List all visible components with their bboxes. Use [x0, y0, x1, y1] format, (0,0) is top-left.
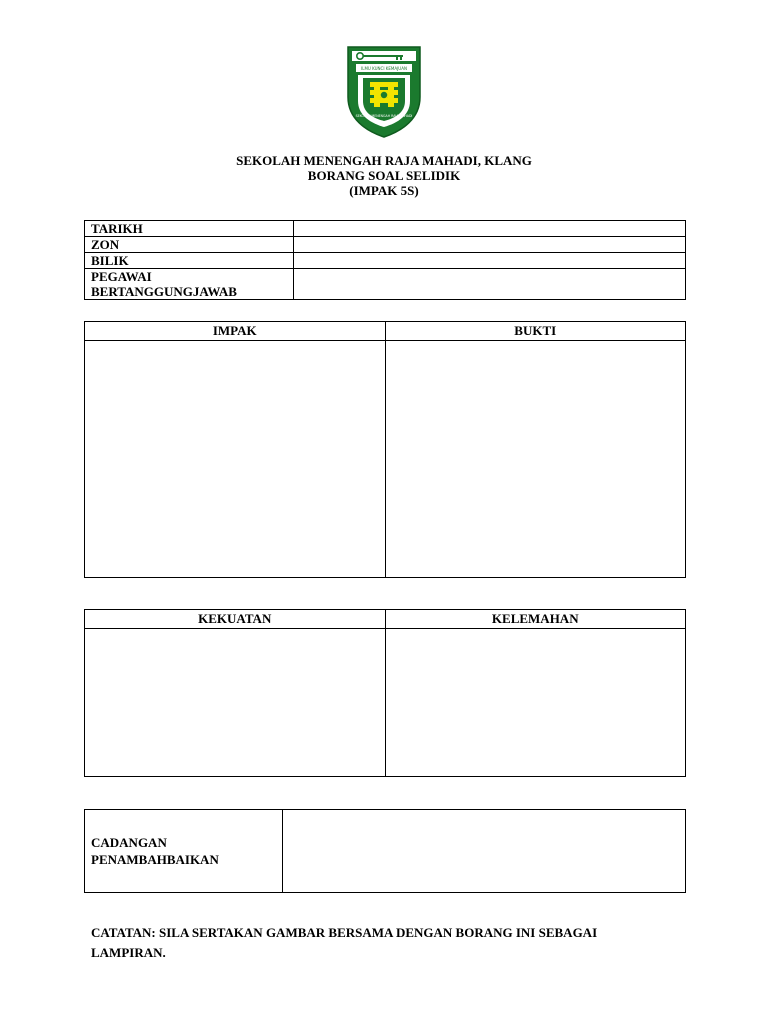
strength-header: KEKUATAN	[85, 610, 386, 629]
suggestion-label-line1: CADANGAN	[91, 835, 167, 850]
weakness-field[interactable]	[385, 629, 686, 777]
officer-field[interactable]	[294, 269, 686, 300]
table-row	[85, 221, 686, 237]
officer-label-line2: BERTANGGUNGJAWAB	[91, 284, 237, 299]
table-row	[85, 269, 686, 300]
form-title: BORANG SOAL SELIDIK	[307, 168, 461, 183]
officer-label	[85, 269, 294, 300]
zone-field[interactable]	[294, 237, 686, 253]
school-crest-icon	[346, 45, 422, 139]
table-header-row	[85, 610, 686, 629]
weakness-header: KELEMAHAN	[385, 610, 686, 629]
table-header-row	[85, 322, 686, 341]
school-name: SEKOLAH MENENGAH RAJA MAHADI, KLANG	[236, 153, 532, 168]
suggestion-table	[84, 809, 686, 893]
table-row	[85, 253, 686, 269]
strength-weakness-table	[84, 609, 686, 777]
info-table	[84, 220, 686, 300]
date-label: TARIKH	[85, 221, 294, 237]
motto-text: ILMU KUNCI KEMAJUAN	[361, 66, 407, 71]
table-row	[85, 237, 686, 253]
strength-field[interactable]	[85, 629, 386, 777]
officer-label-line1: PEGAWAI	[91, 269, 152, 284]
note-line2: LAMPIRAN.	[91, 945, 166, 960]
form-subtitle: (IMPAK 5S)	[349, 183, 419, 198]
form-header	[0, 153, 768, 198]
table-row	[85, 629, 686, 777]
room-field[interactable]	[294, 253, 686, 269]
suggestion-label	[85, 810, 283, 893]
suggestion-field[interactable]	[283, 810, 686, 893]
evidence-field[interactable]	[385, 341, 686, 578]
suggestion-label-line2: PENAMBAHBAIKAN	[91, 852, 219, 867]
evidence-header: BUKTI	[385, 322, 686, 341]
impact-field[interactable]	[85, 341, 386, 578]
table-row	[85, 810, 686, 893]
crest-ring-text: SEKOLAH MENENGAH RAJA MAHADI	[355, 114, 413, 118]
zone-label: ZON	[85, 237, 294, 253]
impact-header: IMPAK	[85, 322, 386, 341]
date-field[interactable]	[294, 221, 686, 237]
impact-table	[84, 321, 686, 578]
note	[91, 923, 691, 963]
room-label: BILIK	[85, 253, 294, 269]
note-line1: CATATAN: SILA SERTAKAN GAMBAR BERSAMA DENGAN BORANG INI SEBAGAI	[91, 925, 598, 940]
table-row	[85, 341, 686, 578]
